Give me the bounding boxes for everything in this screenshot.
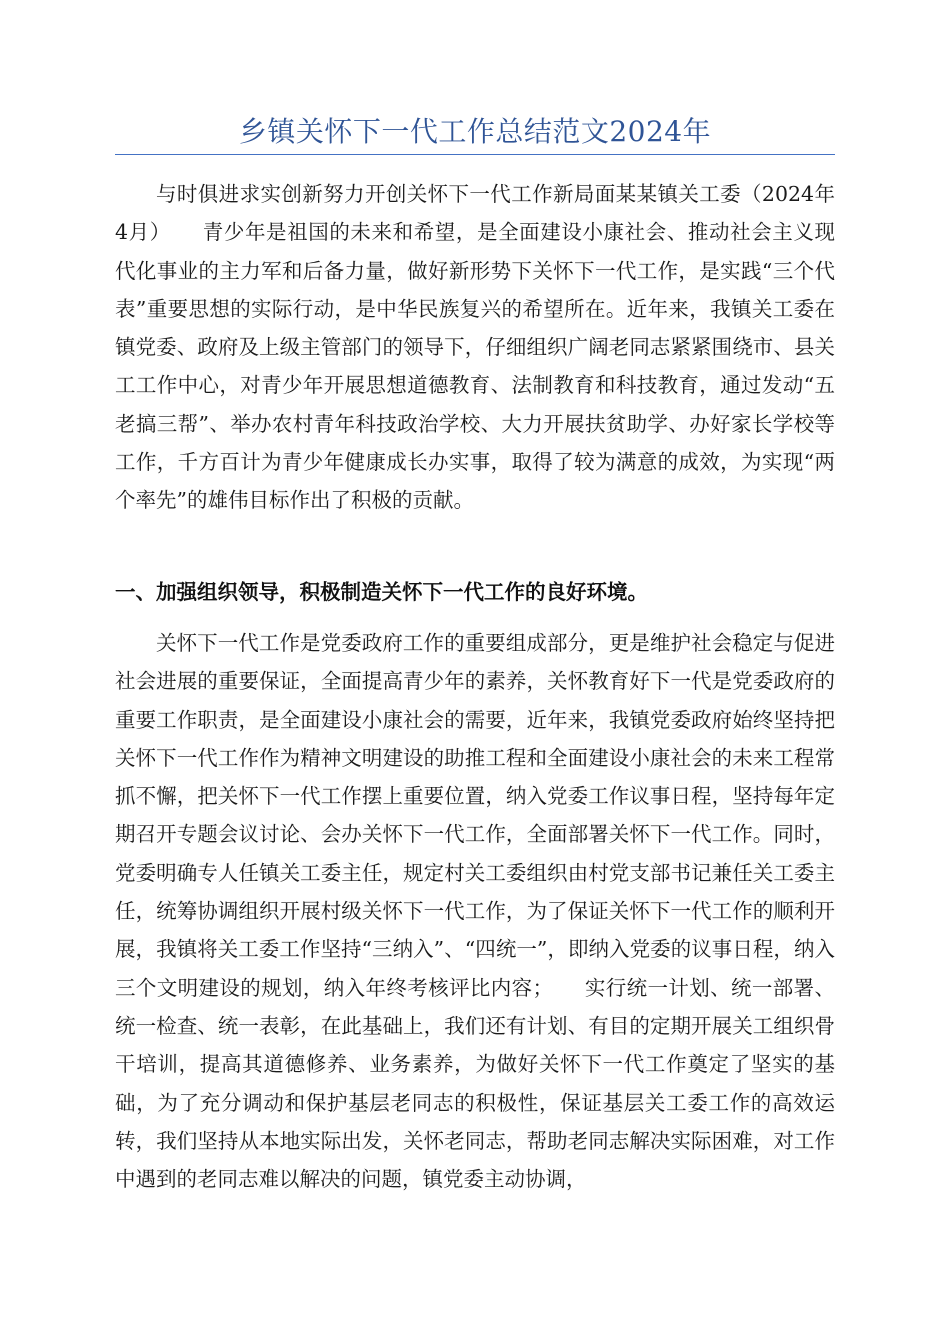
intro-paragraph: 与时俱进求实创新努力开创关怀下一代工作新局面某某镇关工委（2024年4月） 青少年是祖国的未来和希望，是全面建设小康社会、推动社会主义现代化事业的主力军和后备力量，做好新形势下关怀下一代工作，是实践“三个代表”重要思想的实际行动，是中华民族复兴的希望所在。近年来，我镇关工委在镇党委、政府及上级主管部门的领导下，仔细组织广阔老同志紧紧围绕市、县关工工作中心，对青少年开展思想道德教育、法制教育和科技教育，通过发动“五老搞三帮”、举办农村青年科技政治学校、大力开展扶贫助学、办好家长学校等工作，千方百计为青少年健康成长办实事，取得了较为满意的成效，为实现“两个率先”的雄伟目标作出了积极的贡献。 bbox=[115, 182, 835, 513]
section-heading-1: 一、加强组织领导，积极制造关怀下一代工作的良好环境。 bbox=[115, 580, 648, 604]
section-1-paragraph: 关怀下一代工作是党委政府工作的重要组成部分，更是维护社会稳定与促进社会进展的重要保证，全面提高青少年的素养，关怀教育好下一代是党委政府的重要工作职责，是全面建设小康社会的需要，近年来，我镇党委政府始终坚持把关怀下一代工作作为精神文明建设的助推工程和全面建设小康社会的未来工程常抓不懈，把关怀下一代工作摆上重要位置，纳入党委工作议事日程，坚持每年定期召开专题会议讨论、会办关怀下一代工作，全面部署关怀下一代工作。同时，党委明确专人任镇关工委主任，规定村关工委组织由村党支部书记兼任关工委主任，统筹协调组织开展村级关怀下一代工作，为了保证关怀下一代工作的顺利开展，我镇将关工委工作坚持“三纳入”、“四统一”，即纳入党委的议事日程，纳入三个文明建设的规划，纳入年终考核评比内容； 实行统一计划、统一部署、统一检查、统一表彰，在此基础上，我们还有计划、有目的定期开展关工组织骨干培训，提高其道德修养、业务素养，为做好关怀下一代工作奠定了坚实的基础，为了充分调动和保护基层老同志的积极性，保证基层关工委工作的高效运转，我们坚持从本地实际出发，关怀老同志，帮助老同志解决实际困难，对工作中遇到的老同志难以解决的问题，镇党委主动协调， bbox=[115, 631, 835, 1192]
document-title: 乡镇关怀下一代工作总结范文2024年 bbox=[238, 115, 712, 148]
title-underline bbox=[115, 154, 835, 155]
